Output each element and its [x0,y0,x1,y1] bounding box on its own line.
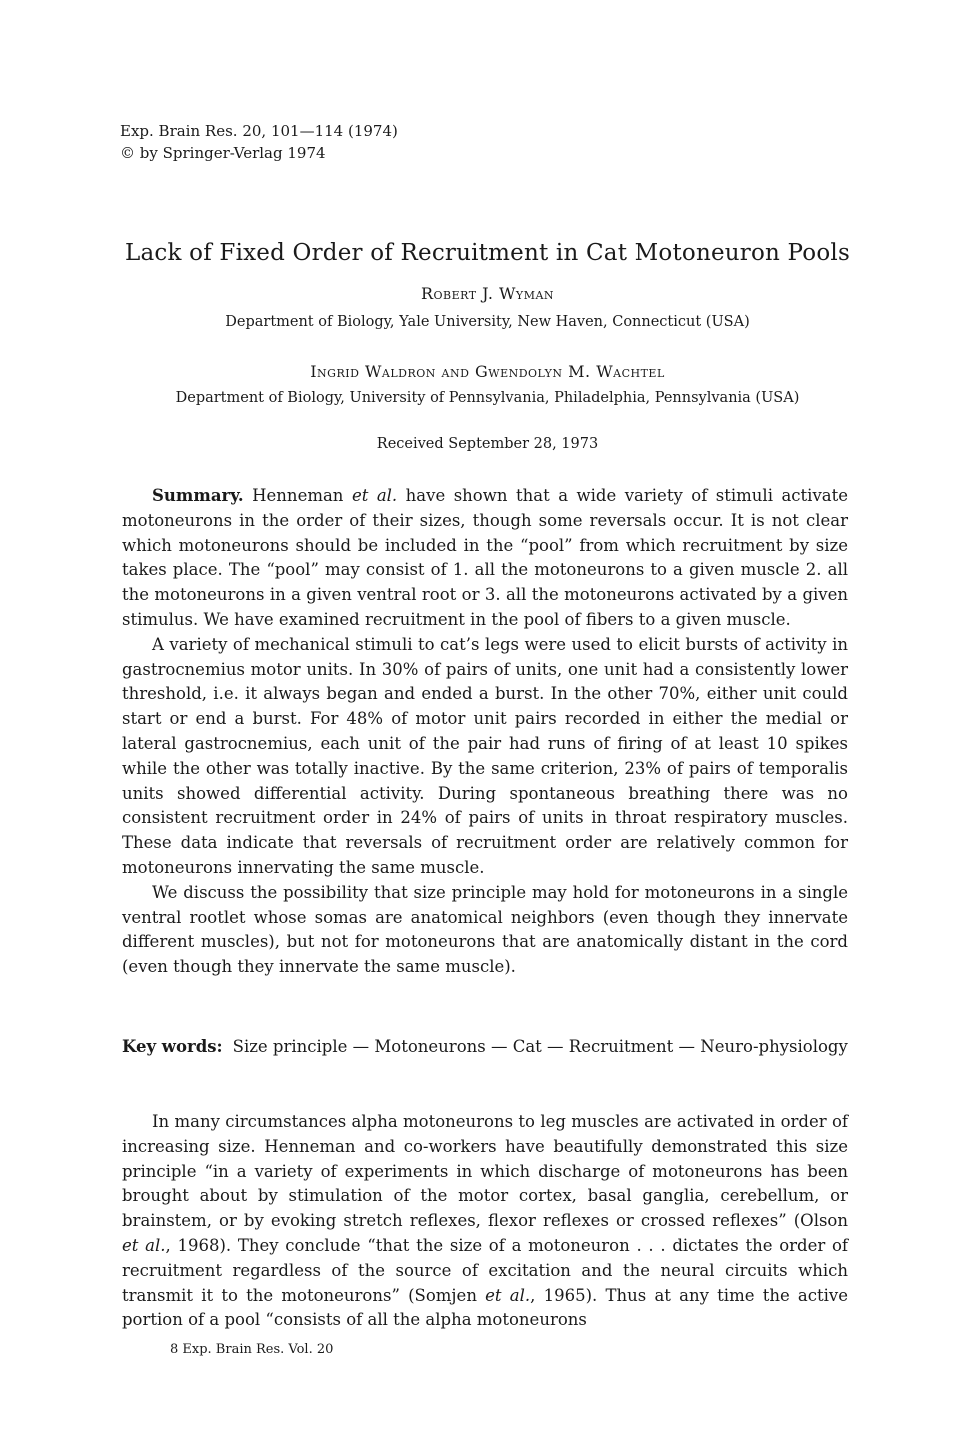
journal-citation: Exp. Brain Res. 20, 101—114 (1974) [120,122,398,140]
body-text-2: , 1968). They conclude “that the size of a motoneuron . . . dictates the order of recruitment regardless of the source of excitation and the neural circuits which transmit it to the motoneurons” (Somjen [122,1235,849,1305]
affiliation-line-2: Department of Biology, University of Pennsylvania, Philadelphia, Pennsylvania (USA) [175,390,800,406]
summary-paragraph-3: We discuss the possibility that size principle may hold for motoneurons in a single ventral rootlet whose somas are anatomical neighbors (even though they innervate different muscles), but not for motoneurons that are anatomically distant in the cord (even though they innervate the same muscle). [122,882,848,977]
keywords-label: Key words: [122,1037,223,1056]
body-etal-1: et al. [122,1235,166,1255]
body-section [122,1110,848,1333]
keywords-text: Size principle — Motoneurons — Cat — Recruitment — Neuro-physiology [232,1037,848,1056]
summary-paragraph-2: A variety of mechanical stimuli to cat’s legs were used to elicit bursts of activity in gastrocnemius motor units. In 30% of pairs of units, one unit had a consistently lower threshold, i.e. it always began and ended a burst. In the other 70%, either unit could start or end a burst. For 48% of motor unit pairs recorded in either the medial or lateral gastrocnemius, each unit of the pair had runs of firing of at least 10 spikes while the other was totally inactive. By the same criterion, 23% of pairs of temporalis units showed differential activity. During spontaneous breathing there was no consistent recruitment order in 24% of pairs of units in throat respiratory muscles. These data indicate that reversals of recruitment order are relatively common for motoneurons innervating the same muscle. [122,634,848,877]
summary-paragraph-1 [122,484,848,633]
summary-section [122,484,848,980]
author-line-2: Ingrid Waldron and Gwendolyn M. Wachtel [310,362,665,381]
summary-etal: et al. [351,486,398,505]
summary-text-a: Henneman [252,486,352,505]
keywords-section [122,1034,848,1059]
summary-label: Summary. [152,486,244,505]
body-etal-2: et al. [485,1285,531,1305]
body-text-3: , 1965). Thus at any time the active portion of a pool “consists of all the alpha motoneurons [122,1285,849,1330]
article-title: Lack of Fixed Order of Recruitment in Cat Motoneuron Pools [125,240,850,266]
author-line-1: Robert J. Wyman [420,284,555,303]
body-text-1: In many circumstances alpha motoneurons to leg muscles are activated in order of increasing size. Henneman and co-workers have beautifully demonstrated this size principle “in a variety of experiments in which discharge of motoneurons has been brought about by stimulation of the motor cortex, basal ganglia, cerebellum, or brainstem, or by evoking stretch reflexes, flexor reflexes or crossed reflexes” (Olson [122,1112,848,1231]
summary-text-b: have shown that a wide variety of stimuli activate motoneurons in the order of their sizes, though some reversals occur. It is not clear which motoneurons should be included in the “pool” from which recruitment by size takes place. The “pool” may consist of 1. all the motoneurons to a given muscle 2. all the motoneurons in a given ventral root or 3. all the motoneurons activated by a given stimulus. We have examined recruitment in the pool of fibers to a given muscle. [122,486,849,629]
affiliation-line-1: Department of Biology, Yale University, New Haven, Connecticut (USA) [225,314,750,330]
page-footer: 8 Exp. Brain Res. Vol. 20 [170,1342,334,1357]
copyright-line: © by Springer-Verlag 1974 [120,144,326,162]
received-date: Received September 28, 1973 [376,436,599,452]
body-paragraph-1 [122,1110,848,1333]
journal-header [120,120,398,164]
